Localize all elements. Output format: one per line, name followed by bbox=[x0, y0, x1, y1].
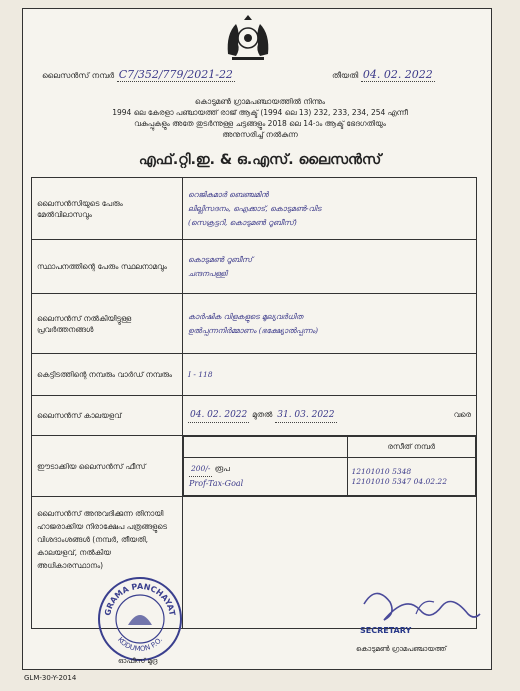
form-code: GLM-30-Y-2014 bbox=[24, 674, 77, 682]
intro-line-3: വകുപ്പുകളും അതേ തുടർന്നുള്ള ചട്ടങ്ങളും 2018 ലെ 14-ാം ആക്ട് ഭേദഗതിയും bbox=[134, 119, 386, 128]
licensee-name-label: ലൈസൻസിയുടെ പേരും മേൽവിലാസവും bbox=[32, 178, 183, 240]
receipt-number-1: 12101010 5348 bbox=[351, 466, 412, 476]
signature-mark bbox=[356, 584, 486, 632]
building-ward-label: കെട്ടിടത്തിന്റെ നമ്പരും വാർഡ് നമ്പരും bbox=[32, 354, 183, 396]
period-to-suffix: വരെ bbox=[453, 410, 471, 419]
license-fee-value bbox=[183, 436, 477, 497]
licensed-activities-value bbox=[183, 294, 477, 354]
license-number-line bbox=[42, 68, 235, 82]
table-row bbox=[32, 240, 477, 294]
licensee-name: റെജികുമാർ ബെഞ്ചമിൻ bbox=[188, 189, 269, 199]
document-title: എഫ്.റ്റി.ഇ. & ഒ.എസ്. ലൈസൻസ് bbox=[138, 152, 382, 168]
intro-text bbox=[0, 96, 520, 140]
license-details-table bbox=[31, 177, 477, 629]
intro-line-1: കൊടുമൺ ഗ്രാമപഞ്ചായത്തിൽ നിന്നും bbox=[194, 97, 326, 106]
institution-name-value bbox=[183, 240, 477, 294]
table-row bbox=[32, 294, 477, 354]
office-seal-icon bbox=[96, 575, 184, 663]
licensee-name-value bbox=[183, 178, 477, 240]
kerala-emblem-icon bbox=[218, 14, 278, 64]
license-number-value: C7/352/779/2021-22 bbox=[118, 68, 233, 81]
date-value: 04. 02. 2022 bbox=[362, 68, 433, 81]
receipt-date: 04.02.22 bbox=[413, 476, 447, 486]
licensee-address: ലില്ലിസദനം, ഐക്കാട്, കൊടുമൺ-വിട bbox=[188, 203, 322, 213]
receipt-number-2: 12101010 5347 bbox=[351, 476, 412, 486]
license-period-value bbox=[183, 396, 477, 436]
license-number-label: ലൈസൻസ് നമ്പർ bbox=[42, 71, 115, 80]
fee-note: Prof-Tax-Goal bbox=[189, 479, 244, 488]
institution-place: ചന്ദനപള്ളി bbox=[188, 268, 228, 278]
table-row bbox=[32, 436, 477, 497]
svg-text:KODUMON P.O. bbox=[116, 636, 164, 653]
period-from-suffix: മുതൽ bbox=[252, 410, 273, 419]
fee-amount: 200/- bbox=[189, 462, 212, 477]
period-to: 31. 03. 2022 bbox=[275, 408, 336, 423]
license-period-label: ലൈസൻസ് കാലയളവ് bbox=[32, 396, 183, 436]
institution-name: കൊടുമൺ റൂബീസ് bbox=[188, 254, 253, 264]
licensee-role: (സെക്രട്ടറി, കൊടുമൺ റൂബീസ്) bbox=[188, 217, 297, 227]
table-row bbox=[32, 178, 477, 240]
activity-line-1: കാർഷിക വിളകളുടെ മൂല്യവർധിത bbox=[188, 311, 304, 321]
activity-line-2: ഉൽപ്പന്നനിർമ്മാണം (ഭക്ഷ്യോൽപ്പന്നം) bbox=[188, 325, 319, 335]
secretary-title: SECRETARY bbox=[360, 626, 412, 635]
building-ward-value: I - 118 bbox=[183, 354, 477, 396]
stamp-top-text: GRAMA PANCHAYAT bbox=[103, 581, 177, 617]
period-from: 04. 02. 2022 bbox=[188, 408, 249, 423]
institution-name-label: സ്ഥാപനത്തിന്റെ പേരും സ്ഥലനാമവും bbox=[32, 240, 183, 294]
noc-details-label: ലൈസൻസ് അനുവദിക്കുന്ന തിനായി ഹാജരാക്കിയ നിരാക്ഷേപ പത്രങ്ങളുടെ വിശദാംശങ്ങൾ (നമ്പർ, തീയതി, കാലയളവ്, നൽകിയ അധികാരസ്ഥാനം) bbox=[32, 497, 183, 629]
table-row bbox=[32, 354, 477, 396]
intro-line-2: 1994 ലെ കേരളാ പഞ്ചായത്ത് രാജ് ആക്ട് (1994 ലെ 13) 232, 233, 234, 254 എന്നീ bbox=[112, 108, 408, 117]
fee-currency: രൂപ bbox=[214, 464, 230, 473]
license-fee-label: ഈടാക്കിയ ലൈസൻസ് ഫീസ് bbox=[32, 436, 183, 497]
date-line bbox=[332, 68, 435, 82]
licensed-activities-label: ലൈസൻസ് നൽകിയിട്ടുള്ള പ്രവർത്തനങ്ങൾ bbox=[32, 294, 183, 354]
intro-line-4: അനുസരിച്ച് നൽകുന്ന bbox=[222, 130, 298, 139]
secretary-subtitle: കൊടുമൺ ഗ്രാമപഞ്ചായത്ത് bbox=[356, 645, 447, 653]
date-label: തീയതി bbox=[332, 71, 359, 80]
office-seal-label: ഓഫീസ് മുദ്ര bbox=[118, 657, 158, 665]
stamp-bottom-text: KODUMON P.O. bbox=[115, 635, 165, 654]
table-row bbox=[32, 396, 477, 436]
receipt-number-header: രസീത് നമ്പർ bbox=[347, 437, 475, 458]
